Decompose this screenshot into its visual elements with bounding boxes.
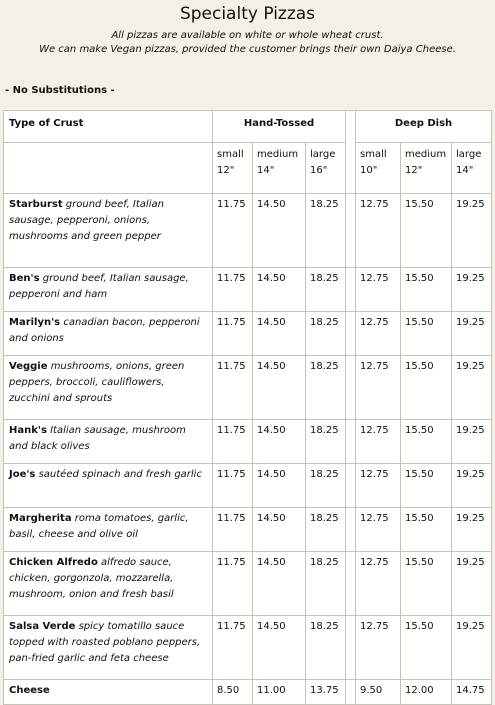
dd-medium-price: 15.50 <box>401 464 452 508</box>
column-spacer <box>346 312 356 356</box>
ht-medium-price: 14.50 <box>253 194 306 268</box>
dd-small-price: 12.75 <box>356 312 401 356</box>
column-spacer <box>346 616 356 680</box>
pizza-description: spicy tomatillo sauce topped with roasted poblano peppers, pan-fried garlic and feta cheese <box>9 621 201 664</box>
column-spacer <box>346 552 356 616</box>
deep-dish-header: Deep Dish <box>356 111 492 143</box>
dd-large-price: 19.25 <box>452 194 492 268</box>
pizza-description: mushrooms, onions, green peppers, broccoli, cauliflowers, zucchini and sprouts <box>9 361 185 404</box>
ht-medium-size: medium 14" <box>253 143 306 194</box>
ht-large-price: 18.25 <box>306 420 346 464</box>
vegan-note: We can make Vegan pizzas, provided the customer brings their own Daiya Cheese. <box>39 44 456 55</box>
pizza-description: alfredo sauce, chicken, gorgonzola, mozzarella, mushroom, onion and fresh basil <box>9 557 174 600</box>
dd-medium-price: 15.50 <box>401 508 452 552</box>
pizza-row <box>4 268 492 312</box>
dd-small-price: 12.75 <box>356 356 401 420</box>
pizza-description: Italian sausage, mushroom and black olives <box>9 425 186 452</box>
ht-large-price: 18.25 <box>306 312 346 356</box>
dd-small-price: 12.75 <box>356 616 401 680</box>
pizza-name: Joe's <box>9 469 36 480</box>
dd-large-price: 19.25 <box>452 420 492 464</box>
pizza-item-cell <box>4 420 213 464</box>
pizza-name: Starburst <box>9 199 63 210</box>
pizza-description: ground beef, Italian sausage, pepperoni, onions, mushrooms and green pepper <box>9 199 164 242</box>
ht-small-price: 11.75 <box>213 552 253 616</box>
crust-type-header: Type of Crust <box>4 111 213 143</box>
column-spacer <box>346 356 356 420</box>
dd-large-price: 19.25 <box>452 508 492 552</box>
ht-large-price: 18.25 <box>306 268 346 312</box>
dd-large-price: 19.25 <box>452 268 492 312</box>
pizza-row <box>4 420 492 464</box>
pizza-item-cell <box>4 616 213 680</box>
ht-medium-price: 14.50 <box>253 356 306 420</box>
dd-small-price: 12.75 <box>356 552 401 616</box>
column-spacer <box>346 268 356 312</box>
column-spacer <box>346 464 356 508</box>
pizza-name: Marilyn's <box>9 317 61 328</box>
pizza-rows <box>4 194 492 705</box>
dd-medium-price: 15.50 <box>401 552 452 616</box>
dd-large-price: 19.25 <box>452 616 492 680</box>
pizza-row <box>4 508 492 552</box>
column-spacer <box>346 420 356 464</box>
column-spacer <box>346 680 356 705</box>
pizza-item-cell <box>4 680 213 705</box>
pizza-row <box>4 356 492 420</box>
pizza-description: sautéed spinach and fresh garlic <box>35 469 202 480</box>
ht-small-size: small 12" <box>213 143 253 194</box>
dd-small-price: 12.75 <box>356 420 401 464</box>
pizza-description: ground beef, Italian sausage, pepperoni and ham <box>9 273 189 300</box>
pizza-name: Margherita <box>9 513 72 524</box>
pizza-row <box>4 616 492 680</box>
ht-medium-price: 14.50 <box>253 616 306 680</box>
dd-large-size: large 14" <box>452 143 492 194</box>
pizza-name: Chicken Alfredo <box>9 557 98 568</box>
dd-medium-size: medium 12" <box>401 143 452 194</box>
ht-medium-price: 14.50 <box>253 508 306 552</box>
ht-small-price: 11.75 <box>213 268 253 312</box>
pizza-row <box>4 464 492 508</box>
dd-medium-price: 15.50 <box>401 356 452 420</box>
ht-medium-price: 14.50 <box>253 464 306 508</box>
dd-medium-price: 15.50 <box>401 268 452 312</box>
dd-small-price: 12.75 <box>356 268 401 312</box>
column-spacer <box>346 508 356 552</box>
pizza-name: Ben's <box>9 273 40 284</box>
pizza-item-cell <box>4 268 213 312</box>
dd-large-price: 19.25 <box>452 356 492 420</box>
dd-large-price: 19.25 <box>452 312 492 356</box>
ht-large-price: 13.75 <box>306 680 346 705</box>
ht-large-size: large 16" <box>306 143 346 194</box>
pizza-name: Cheese <box>9 685 50 696</box>
specialty-pizza-price-table <box>3 110 492 705</box>
ht-large-price: 18.25 <box>306 464 346 508</box>
dd-small-price: 12.75 <box>356 508 401 552</box>
page-title: Specialty Pizzas <box>179 4 316 24</box>
ht-large-price: 18.25 <box>306 194 346 268</box>
column-spacer <box>346 194 356 268</box>
ht-small-price: 11.75 <box>213 356 253 420</box>
dd-large-price: 14.75 <box>452 680 492 705</box>
dd-small-price: 9.50 <box>356 680 401 705</box>
ht-medium-price: 14.50 <box>253 312 306 356</box>
crust-blank-cell <box>4 143 213 194</box>
dd-large-price: 19.25 <box>452 552 492 616</box>
ht-medium-price: 14.50 <box>253 420 306 464</box>
ht-large-price: 18.25 <box>306 552 346 616</box>
pizza-item-cell <box>4 194 213 268</box>
pizza-name: Veggie <box>9 361 48 372</box>
ht-large-price: 18.25 <box>306 508 346 552</box>
dd-medium-price: 15.50 <box>401 312 452 356</box>
ht-small-price: 11.75 <box>213 420 253 464</box>
pizza-row <box>4 552 492 616</box>
ht-small-price: 11.75 <box>213 464 253 508</box>
pizza-item-cell <box>4 356 213 420</box>
crust-note: All pizzas are available on white or whole wheat crust. <box>111 30 384 41</box>
dd-medium-price: 12.00 <box>401 680 452 705</box>
ht-small-price: 8.50 <box>213 680 253 705</box>
dd-small-price: 12.75 <box>356 464 401 508</box>
pizza-description: roma tomatoes, garlic, basil, cheese and olive oil <box>9 513 189 540</box>
ht-small-price: 11.75 <box>213 194 253 268</box>
ht-small-price: 11.75 <box>213 312 253 356</box>
dd-small-size: small 10" <box>356 143 401 194</box>
pizza-name: Salsa Verde <box>9 621 76 632</box>
ht-large-price: 18.25 <box>306 616 346 680</box>
dd-medium-price: 15.50 <box>401 616 452 680</box>
column-spacer <box>346 111 356 194</box>
ht-medium-price: 11.00 <box>253 680 306 705</box>
dd-small-price: 12.75 <box>356 194 401 268</box>
no-substitutions-note: - No Substitutions - <box>5 85 115 96</box>
pizza-item-cell <box>4 312 213 356</box>
ht-small-price: 11.75 <box>213 616 253 680</box>
pizza-row <box>4 680 492 705</box>
ht-large-price: 18.25 <box>306 356 346 420</box>
pizza-item-cell <box>4 464 213 508</box>
pizza-item-cell <box>4 508 213 552</box>
dd-large-price: 19.25 <box>452 464 492 508</box>
pizza-row <box>4 194 492 268</box>
ht-medium-price: 14.50 <box>253 268 306 312</box>
hand-tossed-header: Hand-Tossed <box>213 111 346 143</box>
pizza-description: canadian bacon, pepperoni and onions <box>9 317 200 344</box>
ht-medium-price: 14.50 <box>253 552 306 616</box>
pizza-row <box>4 312 492 356</box>
ht-small-price: 11.75 <box>213 508 253 552</box>
dd-medium-price: 15.50 <box>401 420 452 464</box>
pizza-name: Hank's <box>9 425 47 436</box>
pizza-item-cell <box>4 552 213 616</box>
dd-medium-price: 15.50 <box>401 194 452 268</box>
